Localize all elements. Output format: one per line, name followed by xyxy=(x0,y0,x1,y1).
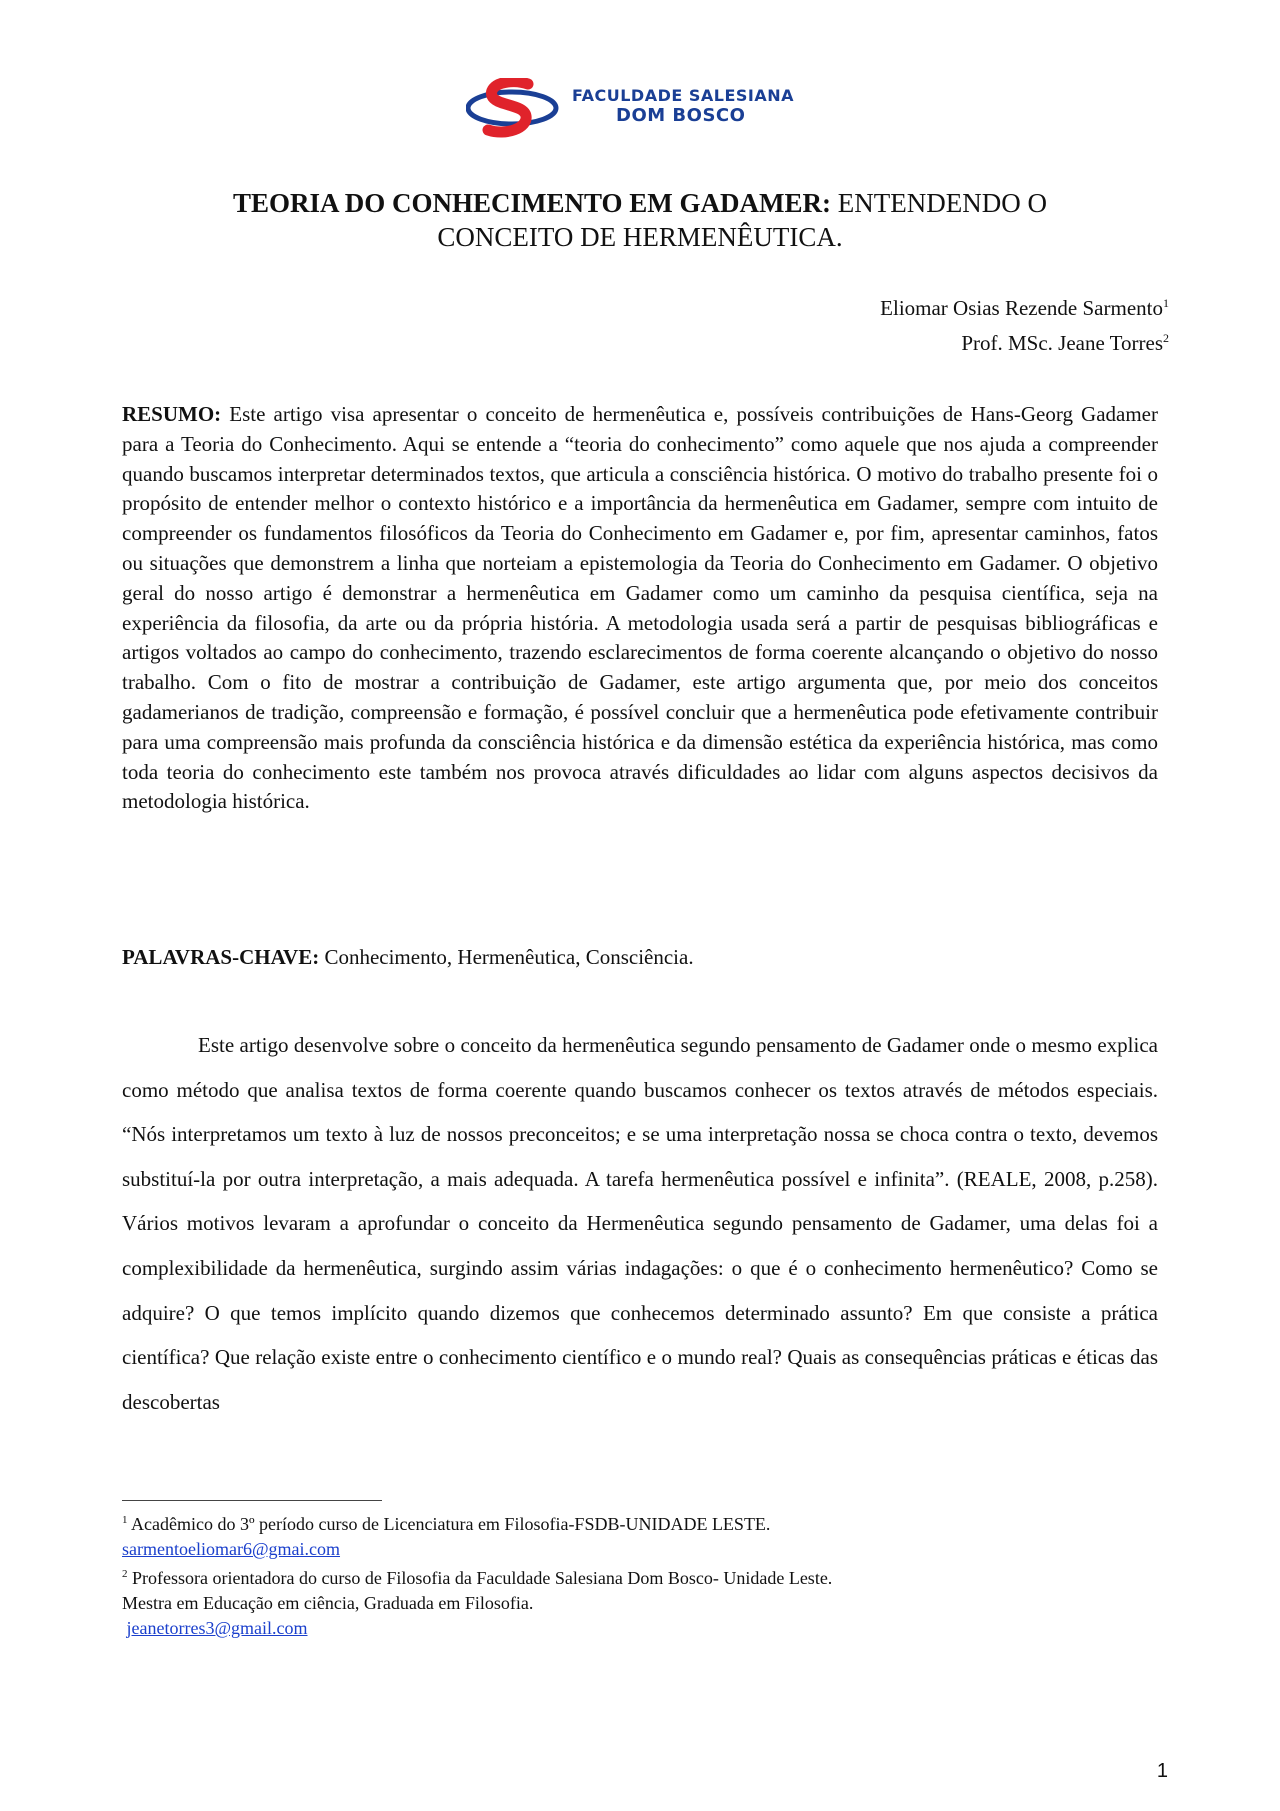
footnote-2-email-link[interactable]: jeanetorres3@gmail.com xyxy=(126,1618,308,1638)
abstract xyxy=(122,400,1158,817)
footnote-1-email-link[interactable]: sarmentoeliomar6@gmai.com xyxy=(122,1539,341,1559)
body-paragraph: Este artigo desenvolve sobre o conceito da hermenêutica segundo pensamento de Gadamer onde o mesmo explica como método que analisa textos de forma coerente quando buscamos conhecer os textos através de métodos especiais. “Nós interpretamos um texto à luz de nossos preconceitos; e se uma interpretação nossa se choca contra o texto, devemos substituí-la por outra interpretação, a mais adequada. A tarefa hermenêutica possível e infinita”. (REALE, 2008, p.258). Vários motivos levaram a aprofundar o conceito da Hermenêutica segundo pensamento de Gadamer, uma delas foi a complexibilidade da hermenêutica, surgindo assim várias indagações: o que é o conhecimento hermenêutico? Como se adquire? O que temos implícito quando dizemos que conhecemos determinado assunto? Em que consiste a prática científica? Que relação existe entre o conhecimento científico e o mundo real? Quais as consequências práticas e éticas das descobertas xyxy=(122,1033,1158,1414)
footnote-separator xyxy=(122,1500,382,1501)
footnote-2-line2: Mestra em Educação em ciência, Graduada em Filosofia. xyxy=(122,1593,534,1613)
footnote-1: $^1$ Acadêmico do 3º período curso de Licenciatura em Filosofia-FSDB-UNIDADE LESTE. xyxy=(122,1514,771,1534)
title-rest-line1: ENTENDENDO O xyxy=(831,188,1047,218)
footnote-2: $^2$ Professora orientadora do curso de Filosofia da Faculdade Salesiana Dom Bosco- Unidade Leste. xyxy=(122,1568,833,1588)
author-2: Prof. MSc. Jeane Torres$^2$ xyxy=(961,331,1169,355)
salesiana-s-logo-icon xyxy=(466,78,570,138)
abstract-text: Este artigo visa apresentar o conceito de hermenêutica e, possíveis contribuições de Hans-Georg Gadamer para a Teoria do Conhecimento. Aqui se entende a “teoria do conhecimento” como aquele que nos ajuda a compreender quando buscamos interpretar determinados textos, que articula a consciência histórica. O motivo do trabalho presente foi o propósito de entender melhor o contexto histórico e a importância da hermenêutica em Gadamer, sempre com intuito de compreender os fundamentos filosóficos da Teoria do Conhecimento em Gadamer e, por fim, apresentar caminhos, fatos ou situações que demonstrem a linha que norteiam a epistemologia da Teoria do Conhecimento em Gadamer. O objetivo geral do nosso artigo é demonstrar a hermenêutica em Gadamer como um caminho da pesquisa científica, seja na experiência da filosofia, da arte ou da própria história. A metodologia usada será a partir de pesquisas bibliográficas e artigos voltados ao campo do conhecimento, trazendo esclarecimentos de forma coerente alcançando o objetivo do nosso trabalho. Com o fito de mostrar a contribuição de Gadamer, este artigo argumenta que, por meio dos conceitos gadamerianos de tradição, compreensão e formação, é possível concluir que a hermenêutica pode efetivamente contribuir para uma compreensão mais profunda da consciência histórica e da dimensão estética da experiência histórica, mas como toda teoria do conhecimento este também nos provoca através dificuldades ao lidar com alguns aspectos decisivos da metodologia histórica. xyxy=(122,402,1158,814)
logo-text-line1: FACULDADE SALESIANA xyxy=(572,86,795,105)
logo-text-line2: DOM BOSCO xyxy=(616,105,746,126)
institution-logo xyxy=(466,78,836,138)
keywords-label: PALAVRAS-CHAVE: xyxy=(122,945,320,969)
page-number: 1 xyxy=(1156,1760,1168,1782)
author-list xyxy=(880,288,1169,358)
title-line2: CONCEITO DE HERMENÊUTICA. xyxy=(437,222,843,252)
footnote-mark-2: 2 xyxy=(1163,331,1169,345)
keywords-text: Conhecimento, Hermenêutica, Consciência. xyxy=(319,945,694,969)
footnote-mark-1: 1 xyxy=(1163,296,1169,310)
title-bold-part: TEORIA DO CONHECIMENTO EM GADAMER: xyxy=(232,188,832,218)
footnotes xyxy=(122,1508,1158,1641)
author-1: Eliomar Osias Rezende Sarmento$^1$ xyxy=(880,296,1169,320)
abstract-label: RESUMO: xyxy=(122,402,222,426)
paper-title xyxy=(120,186,1160,254)
keywords xyxy=(122,942,1158,972)
